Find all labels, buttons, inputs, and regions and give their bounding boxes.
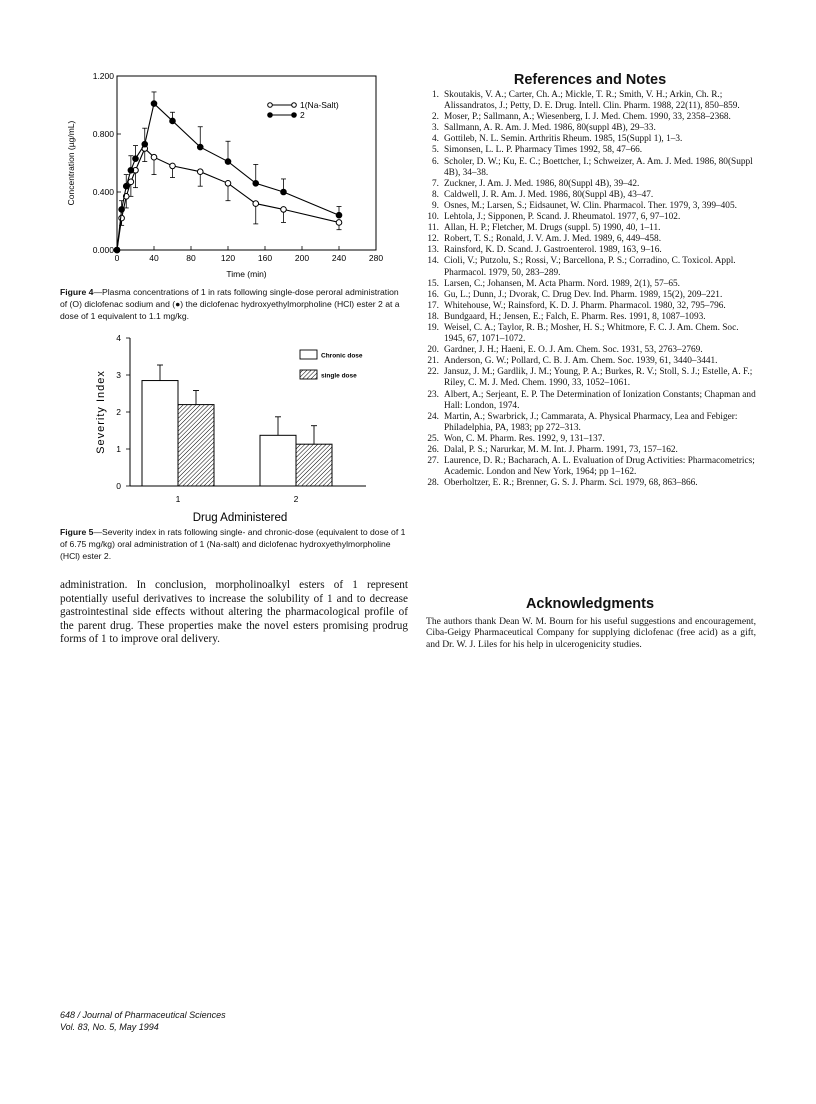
- reference-item: [422, 279, 756, 290]
- reference-text: Oberholtzer, E. R.; Brenner, G. S. J. Pharm. Sci. 1979, 68, 863–866.: [444, 478, 698, 489]
- reference-text: Laurence, D. R.; Bacharach, A. L. Evaluation of Drug Activities: Pharmacometrics; Academic. London and New York, 1964; pp 1–162.: [444, 456, 755, 478]
- reference-item: [422, 245, 756, 256]
- reference-text: Rainsford, K. D. Scand. J. Gastroenterol. 1989, 163, 9–16.: [444, 245, 662, 256]
- reference-number: 3.: [432, 123, 439, 134]
- data-point: [170, 163, 176, 169]
- reference-item: [422, 145, 756, 156]
- y-tick-label: 1: [116, 444, 121, 454]
- reference-text: Allan, H. P.; Fletcher, M. Drugs (suppl. 5) 1990, 40, 1–11.: [444, 223, 661, 234]
- figure-5-bar-chart: [88, 330, 368, 525]
- reference-item: [422, 312, 756, 323]
- bar: [296, 444, 332, 486]
- legend-item: [300, 350, 363, 360]
- reference-item: [422, 478, 756, 489]
- y-tick-label: 2: [116, 407, 121, 417]
- legend-marker: [292, 113, 297, 118]
- reference-text: Larsen, C.; Johansen, M. Acta Pharm. Nord. 1989, 2(1), 57–65.: [444, 278, 681, 289]
- data-point: [253, 181, 259, 187]
- bar: [142, 381, 178, 486]
- reference-item: [422, 90, 756, 112]
- reference-number: 28.: [427, 478, 439, 489]
- reference-number: 9.: [432, 200, 439, 211]
- reference-item: [422, 290, 756, 301]
- reference-item: [422, 134, 756, 145]
- y-tick-label: 4: [116, 333, 121, 343]
- reference-number: 7.: [432, 178, 439, 189]
- x-axis-label: Time (min): [226, 269, 267, 279]
- reference-number: 8.: [432, 189, 439, 200]
- legend-item: [268, 100, 339, 110]
- reference-text: Whitehouse, W.; Rainsford, K. D. J. Pharm. Pharmacol. 1980, 32, 795–796.: [444, 300, 726, 311]
- reference-item: [422, 434, 756, 445]
- footer-volume-line: Vol. 83, No. 5, May 1994: [60, 1021, 159, 1032]
- legend-marker: [268, 113, 273, 118]
- figure-4-label: Figure 4: [60, 287, 94, 297]
- reference-number: 15.: [427, 278, 439, 289]
- reference-number: 22.: [427, 367, 439, 378]
- reference-item: [422, 256, 756, 278]
- x-tick-label: 280: [368, 253, 384, 263]
- data-point: [170, 118, 176, 124]
- reference-text: Bundgaard, H.; Jensen, E.; Falch, E. Pharm. Res. 1991, 8, 1087–1093.: [444, 311, 706, 322]
- reference-item: [422, 301, 756, 312]
- data-point: [253, 201, 259, 207]
- reference-item: [422, 190, 756, 201]
- reference-item: [422, 112, 756, 123]
- data-point: [151, 101, 157, 107]
- figure-4-line-chart: [60, 66, 410, 286]
- reference-number: 14.: [427, 256, 439, 267]
- data-point: [225, 159, 231, 165]
- reference-text: Cioli, V.; Putzolu, S.; Rossi, V.; Barcellona, P. S.; Corradino, C. Toxicol. Appl. Pharmacol. 1979, 50, 283–289.: [444, 256, 736, 278]
- references-list: [422, 90, 756, 489]
- reference-number: 5.: [432, 145, 439, 156]
- legend-label: Chronic dose: [321, 352, 363, 360]
- reference-number: 6.: [432, 156, 439, 167]
- data-point: [133, 156, 139, 162]
- data-point: [119, 215, 125, 221]
- reference-number: 16.: [427, 289, 439, 300]
- data-point: [281, 189, 287, 195]
- reference-number: 19.: [427, 322, 439, 333]
- reference-number: 12.: [427, 234, 439, 245]
- reference-text: Moser, P.; Sallmann, A.; Wiesenberg, I. J. Med. Chem. 1990, 33, 2358–2368.: [444, 112, 731, 123]
- data-point: [114, 247, 120, 253]
- y-tick-label: 3: [116, 370, 121, 380]
- reference-number: 13.: [427, 245, 439, 256]
- reference-text: Martin, A.; Swarbrick, J.; Cammarata, A. Physical Pharmacy, Lea and Febiger: Philadelphia, PA, 1983; pp 272–313.: [444, 411, 738, 433]
- body-paragraph: administration. In conclusion, morpholinoalkyl esters of 1 represent potentially useful derivatives to increase the solubility of 1 and to decrease gastrointestinal side effects without altering the pharmacological profile of the parent drug. These properties make the novel esters promising prodrug forms of 1 to improve oral delivery.: [60, 579, 408, 646]
- reference-text: Gu, L.; Dunn, J.; Dvorak, C. Drug Dev. Ind. Pharm. 1989, 15(2), 209–221.: [444, 289, 723, 300]
- data-point: [336, 212, 342, 218]
- reference-number: 4.: [432, 134, 439, 145]
- legend-marker: [268, 103, 273, 108]
- reference-number: 2.: [432, 112, 439, 123]
- reference-text: Gardner, J. H.; Haeni, E. O. J. Am. Chem. Soc. 1931, 53, 2763–2769.: [444, 345, 703, 356]
- legend-label: single dose: [321, 372, 357, 380]
- figure-5-caption: [60, 526, 408, 562]
- reference-text: Robert, T. S.; Ronald, J. V. Am. J. Med. 1989, 6, 449–458.: [444, 234, 662, 245]
- y-tick-label: 1.200: [92, 71, 114, 81]
- reference-item: [422, 157, 756, 179]
- reference-number: 17.: [427, 300, 439, 311]
- figure-4-caption-text: —Plasma concentrations of 1 in rats following single-dose peroral administration of (O) diclofenac sodium and (●) the diclofenac hydroxyethylmorpholine (HCl) ester 2 at a dose of 1 equivalent to 1.1 mg/kg.: [60, 287, 400, 321]
- reference-item: [422, 456, 756, 478]
- reference-number: 10.: [427, 212, 439, 223]
- data-point: [197, 144, 203, 150]
- reference-item: [422, 201, 756, 212]
- reference-text: Anderson, G. W.; Pollard, C. B. J. Am. Chem. Soc. 1939, 61, 3440–3441.: [444, 356, 718, 367]
- reference-number: 27.: [427, 456, 439, 467]
- data-point: [197, 169, 203, 175]
- reference-number: 26.: [427, 445, 439, 455]
- reference-item: [422, 123, 756, 134]
- figure-5-label: Figure 5: [60, 527, 94, 537]
- reference-item: [422, 445, 756, 456]
- x-tick-label: 160: [257, 253, 273, 263]
- x-tick-label: 1: [175, 494, 181, 504]
- y-axis-label: Severity Index: [95, 370, 107, 454]
- acknowledgments-text: The authors thank Dean W. M. Bourn for his useful suggestions and encouragement, Ciba-Geigy Pharmaceutical Company for supplying diclofenac (free acid) as a gift, and Dr. W. J. Liles for his help in ulcerogenicity studies.: [426, 616, 756, 650]
- reference-number: 11.: [427, 223, 439, 234]
- reference-item: [422, 234, 756, 245]
- x-tick-label: 0: [114, 253, 120, 263]
- reference-text: Lehtola, J.; Sipponen, P. Scand. J. Rheumatol. 1977, 6, 97–102.: [444, 212, 681, 223]
- page-footer: [60, 1010, 226, 1033]
- legend-item: [300, 370, 357, 380]
- reference-number: 20.: [427, 345, 439, 356]
- bar: [260, 435, 296, 486]
- reference-number: 21.: [427, 356, 439, 367]
- reference-number: 24.: [427, 411, 439, 422]
- series-line: [117, 104, 339, 250]
- data-point: [151, 154, 157, 160]
- reference-number: 18.: [427, 311, 439, 322]
- reference-text: Albert, A.; Serjeant, E. P. The Determination of Ionization Constants; Chapman and Hall: London, 1974.: [444, 389, 756, 411]
- y-axis-label: Concentration (µg/mL): [66, 120, 76, 206]
- reference-item: [422, 390, 756, 412]
- acknowledgments-heading: Acknowledgments: [525, 596, 655, 612]
- data-point: [142, 141, 148, 147]
- bar: [178, 405, 214, 486]
- data-point: [128, 167, 134, 173]
- y-tick-label: 0.400: [92, 187, 114, 197]
- footer-journal-line: 648 / Journal of Pharmaceutical Sciences: [60, 1010, 226, 1020]
- reference-item: [422, 179, 756, 190]
- x-tick-label: 200: [294, 253, 310, 263]
- reference-number: 23.: [427, 389, 439, 400]
- reference-number: 25.: [427, 433, 439, 444]
- data-point: [119, 207, 125, 213]
- legend-label: 1(Na-Salt): [300, 100, 339, 110]
- x-axis-label: Drug Administered: [192, 512, 288, 524]
- reference-text: Caldwell, J. R. Am. J. Med. 1986, 80(Suppl 4B), 43–47.: [444, 189, 654, 200]
- legend-swatch: [300, 350, 317, 359]
- reference-text: Skoutakis, V. A.; Carter, Ch. A.; Mickle, T. R.; Smith, V. H.; Arkin, Ch. R.; Alissandratos, J.; Petty, D. E. Drug. Intell. Clin. Pharm. 1988, 22(11), 850–859.: [444, 90, 740, 112]
- reference-item: [422, 212, 756, 223]
- legend-marker: [292, 103, 297, 108]
- y-tick-label: 0.800: [92, 129, 114, 139]
- x-tick-label: 80: [186, 253, 196, 263]
- reference-text: Scholer, D. W.; Ku, E. C.; Boettcher, I.; Schweizer, A. Am. J. Med. 1986, 80(Suppl 4B), 34–38.: [444, 156, 753, 178]
- reference-text: Simonsen, L. L. P. Pharmacy Times 1992, 58, 47–66.: [444, 145, 643, 156]
- x-tick-label: 120: [220, 253, 236, 263]
- reference-number: 1.: [432, 90, 439, 100]
- reference-text: Gottileb, N. L. Semin. Arthritis Rheum. 1985, 15(Suppl 1), 1–3.: [444, 134, 683, 145]
- figure-5-caption-text: —Severity index in rats following single- and chronic-dose (equivalent to dose of 1 of 6.75 mg/kg) oral administration of 1 (Na-salt) and diclofenac hydroxyethylmorpholine (HCl) ester 2.: [60, 527, 406, 561]
- data-point: [128, 179, 134, 185]
- reference-item: [422, 412, 756, 434]
- reference-item: [422, 356, 756, 367]
- reference-item: [422, 345, 756, 356]
- data-point: [225, 181, 231, 187]
- x-tick-label: 2: [293, 494, 299, 504]
- series-2: [114, 92, 342, 253]
- y-tick-label: 0.000: [92, 245, 114, 255]
- data-point: [281, 207, 287, 213]
- reference-text: Sallmann, A. R. Am. J. Med. 1986, 80(suppl 4B), 29–33.: [444, 123, 656, 134]
- reference-text: Jansuz, J. M.; Gardlik, J. M.; Young, P. A.; Burkes, R. V.; Stoll, S. J.; Estelle, A. F.; Riley, C. M. J. Med. Chem. 1990, 33, 1052–1061.: [444, 367, 753, 389]
- data-point: [336, 220, 342, 226]
- x-tick-label: 40: [149, 253, 159, 263]
- reference-text: Zuckner, J. Am. J. Med. 1986, 80(Suppl 4B), 39–42.: [444, 178, 640, 189]
- references-heading: References and Notes: [513, 72, 667, 88]
- reference-text: Osnes, M.; Larsen, S.; Eidsaunet, W. Clin. Pharmacol. Ther. 1979, 3, 399–405.: [444, 200, 737, 211]
- reference-text: Dalal, P. S.; Narurkar, M. M. Int. J. Pharm. 1991, 73, 157–162.: [444, 445, 678, 455]
- reference-item: [422, 223, 756, 234]
- reference-item: [422, 367, 756, 389]
- reference-text: Weisel, C. A.; Taylor, R. B.; Mosher, H. S.; Whitmore, F. C. J. Am. Chem. Soc. 1945, 67, 1071–1072.: [444, 322, 739, 345]
- y-tick-label: 0: [116, 481, 121, 491]
- data-point: [123, 183, 129, 189]
- x-tick-label: 240: [331, 253, 347, 263]
- reference-text: Won, C. M. Pharm. Res. 1992, 9, 131–137.: [444, 433, 605, 444]
- figure-4-caption: [60, 286, 408, 322]
- legend-label: 2: [300, 110, 305, 120]
- reference-item: [422, 323, 756, 345]
- legend-item: [268, 110, 305, 120]
- legend-swatch: [300, 370, 317, 379]
